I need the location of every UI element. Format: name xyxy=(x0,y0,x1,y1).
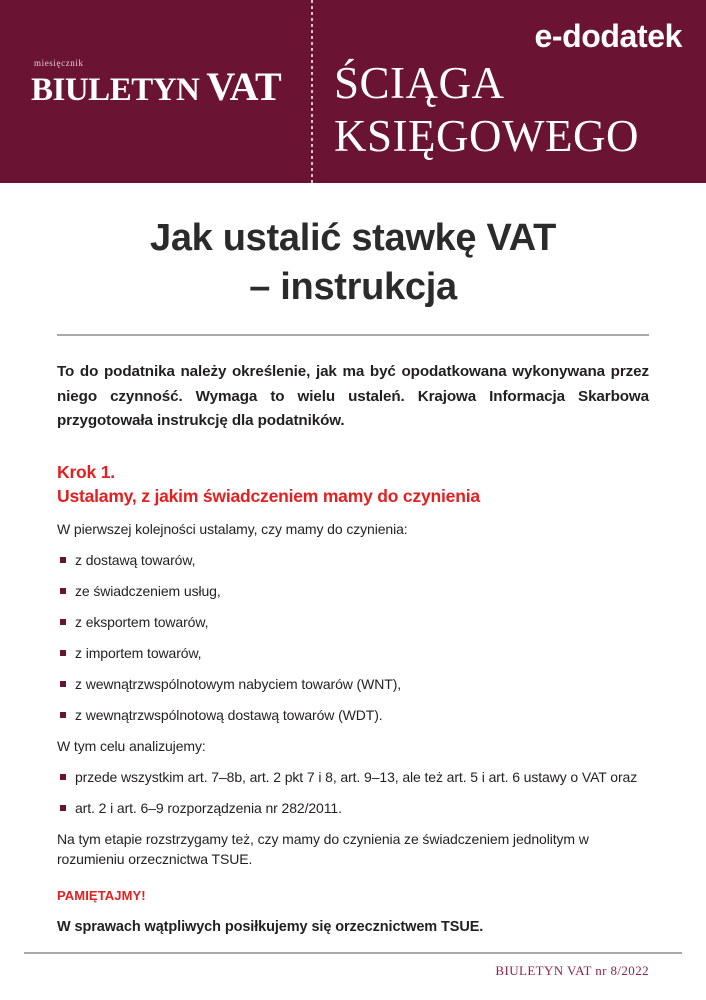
analysis-lead-paragraph: W tym celu analizujemy: xyxy=(57,737,206,754)
list-item: przede wszystkim art. 7–8b, art. 2 pkt 7 i 8, art. 9–13, ale też art. 5 i art. 6 ustawy o VAT oraz xyxy=(57,767,649,787)
list-item: z wewnątrzwspólnotową dostawą towarów (WDT). xyxy=(57,705,649,725)
footer-divider xyxy=(24,952,682,954)
title-divider xyxy=(57,334,649,336)
intro-paragraph: To do podatnika należy określenie, jak ma być opodatkowana wykonywana przez niego czynność. Wymaga to wielu ustaleń. Krajowa Informacja Skarbowa przygotowała instrukcję dla podatników. xyxy=(57,363,649,429)
page-body xyxy=(0,214,706,937)
list-item: z importem towarów, xyxy=(57,643,649,663)
remember-label: PAMIĘTAJMY! xyxy=(57,887,146,903)
page-title-line1: Jak ustalić stawkę VAT xyxy=(150,217,556,259)
step-number-label: Krok 1. xyxy=(57,461,115,482)
page-title-line2: – instrukcja xyxy=(249,266,457,308)
step-lead-paragraph: W pierwszej kolejności ustalamy, czy mamy do czynienia: xyxy=(57,520,408,537)
logo-wordmark xyxy=(31,64,291,115)
list-item: z wewnątrzwspólnotowym nabyciem towarów (WNT), xyxy=(57,674,649,694)
article-content xyxy=(0,360,706,937)
supplement-title-line1: ŚCIĄGA xyxy=(334,58,505,108)
supplement-title xyxy=(334,57,639,163)
logo-biuletyn-text: BIULETYN xyxy=(31,72,200,108)
footer-issue-label: BIULETYN VAT nr 8/2022 xyxy=(495,963,649,978)
list-item: art. 2 i art. 6–9 rozporządzenia nr 282/2011. xyxy=(57,798,649,818)
page-title xyxy=(0,214,706,312)
list-item: z eksportem towarów, xyxy=(57,612,649,632)
header-banner xyxy=(0,0,706,183)
supplement-title-line2: KSIĘGOWEGO xyxy=(334,111,639,161)
closing-paragraph: Na tym etapie rozstrzygamy też, czy mamy do czynienia ze świadczeniem jednolitym w rozumieniu orzecznictwa TSUE. xyxy=(57,830,589,867)
biuletyn-vat-logo xyxy=(31,58,291,115)
services-bullet-list xyxy=(57,550,649,725)
logo-kicker: miesięcznik xyxy=(34,58,84,68)
step-subtitle: Ustalamy, z jakim świadczeniem mamy do czynienia xyxy=(57,485,480,506)
page-footer xyxy=(0,952,706,979)
step-heading xyxy=(57,460,649,508)
remember-text: W sprawach wątpliwych posiłkujemy się orzecznictwem TSUE. xyxy=(57,918,484,935)
list-item: ze świadczeniem usług, xyxy=(57,581,649,601)
legal-references-bullet-list xyxy=(57,767,649,818)
header-dotted-divider xyxy=(311,0,313,183)
edodatek-label: e-dodatek xyxy=(534,18,682,54)
list-item: z dostawą towarów, xyxy=(57,550,649,570)
logo-vat-text: VAT xyxy=(206,64,282,109)
